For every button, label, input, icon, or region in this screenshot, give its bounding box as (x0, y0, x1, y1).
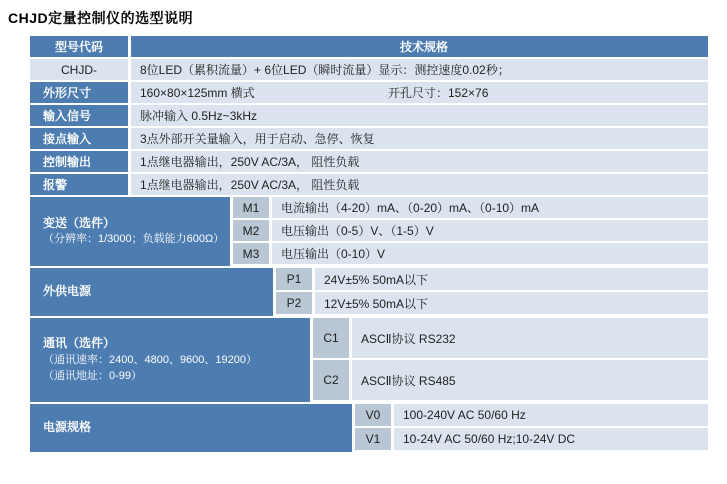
dimensions-spec (131, 82, 708, 103)
option-code-m3: M3 (233, 243, 269, 264)
option-code-v1: V1 (355, 428, 391, 450)
section-power-spec (30, 404, 708, 452)
row-label-input-signal: 输入信号 (30, 105, 128, 126)
option-row-m2 (233, 220, 708, 241)
option-spec-p2: 12V±5% 50mA以下 (315, 292, 708, 314)
option-spec-m1: 电流输出（4-20）mA、（0-20）mA、（0-10）mA (272, 197, 708, 218)
input-signal-spec: 脉冲输入 0.5Hz~3kHz (131, 105, 708, 126)
section-label-transmitter (30, 197, 230, 266)
table-header-row (30, 36, 708, 57)
model-selection-table (30, 36, 708, 452)
option-spec-m3: 电压输出（0-10）V (272, 243, 708, 264)
transmitter-note-text: （分辨率：1/3000；负载能力600Ω） (43, 233, 225, 246)
option-row-p1 (276, 268, 708, 290)
model-code-value: CHJD- (30, 59, 128, 80)
option-code-m2: M2 (233, 220, 269, 241)
control-output-spec: 1点继电器输出，250V AC/3A， 阻性负载 (131, 151, 708, 172)
external-power-label-text: 外供电源 (43, 284, 92, 299)
option-spec-v1: 10-24V AC 50/60 Hz;10-24V DC (394, 428, 708, 450)
table-row-input-signal (30, 105, 708, 126)
page-title: CHJD定量控制仪的选型说明 (8, 10, 194, 26)
section-label-external-power (30, 268, 273, 316)
option-row-m3 (233, 243, 708, 264)
option-spec-p1: 24V±5% 50mA以下 (315, 268, 708, 290)
section-label-power-spec (30, 404, 352, 452)
row-label-dimensions: 外形尺寸 (30, 82, 128, 103)
section-communication (30, 318, 708, 402)
table-row-model (30, 59, 708, 80)
table-row-contact-input (30, 128, 708, 149)
option-row-m1 (233, 197, 708, 218)
option-code-p2: P2 (276, 292, 312, 314)
option-code-p1: P1 (276, 268, 312, 290)
communication-baud-note: （通讯速率：2400、4800、9600、19200） (43, 353, 257, 366)
alarm-spec: 1点继电器输出，250V AC/3A， 阻性负载 (131, 174, 708, 195)
option-row-c2 (313, 360, 708, 400)
option-code-c2: C2 (313, 360, 349, 400)
model-spec-text: 8位LED（累积流量）+ 6位LED（瞬时流量）显示：测控速度0.02秒； (131, 59, 708, 80)
case-size-text: 160×80×125mm 横式 (140, 86, 255, 100)
section-transmitter (30, 197, 708, 266)
option-row-v1 (355, 428, 708, 450)
option-spec-c2: ASCⅡ协议 RS485 (352, 360, 708, 400)
power-spec-label-text: 电源规格 (43, 420, 92, 435)
header-model-code: 型号代码 (30, 36, 128, 57)
option-code-c1: C1 (313, 318, 349, 358)
row-label-contact-input: 接点输入 (30, 128, 128, 149)
communication-address-note: （通讯地址：0-99） (43, 369, 143, 382)
row-label-alarm: 报警 (30, 174, 128, 195)
contact-input-spec: 3点外部开关量输入，用于启动、急停、恢复 (131, 128, 708, 149)
section-external-power (30, 268, 708, 316)
header-tech-spec: 技术规格 (131, 36, 708, 57)
table-row-alarm (30, 174, 708, 195)
section-label-communication (30, 318, 310, 402)
option-row-p2 (276, 292, 708, 314)
row-label-control-output: 控制输出 (30, 151, 128, 172)
option-code-m1: M1 (233, 197, 269, 218)
table-row-dimensions (30, 82, 708, 103)
option-row-c1 (313, 318, 708, 358)
table-row-control-output (30, 151, 708, 172)
option-spec-m2: 电压输出（0-5）V、（1-5）V (272, 220, 708, 241)
option-code-v0: V0 (355, 404, 391, 426)
communication-label-text: 通讯（选件） (43, 336, 116, 351)
option-spec-c1: ASCⅡ协议 RS232 (352, 318, 708, 358)
option-spec-v0: 100-240V AC 50/60 Hz (394, 404, 708, 426)
transmitter-label-text: 变送（选件） (43, 215, 116, 230)
cutout-size-text: 开孔尺寸：152×76 (388, 86, 489, 100)
option-row-v0 (355, 404, 708, 426)
